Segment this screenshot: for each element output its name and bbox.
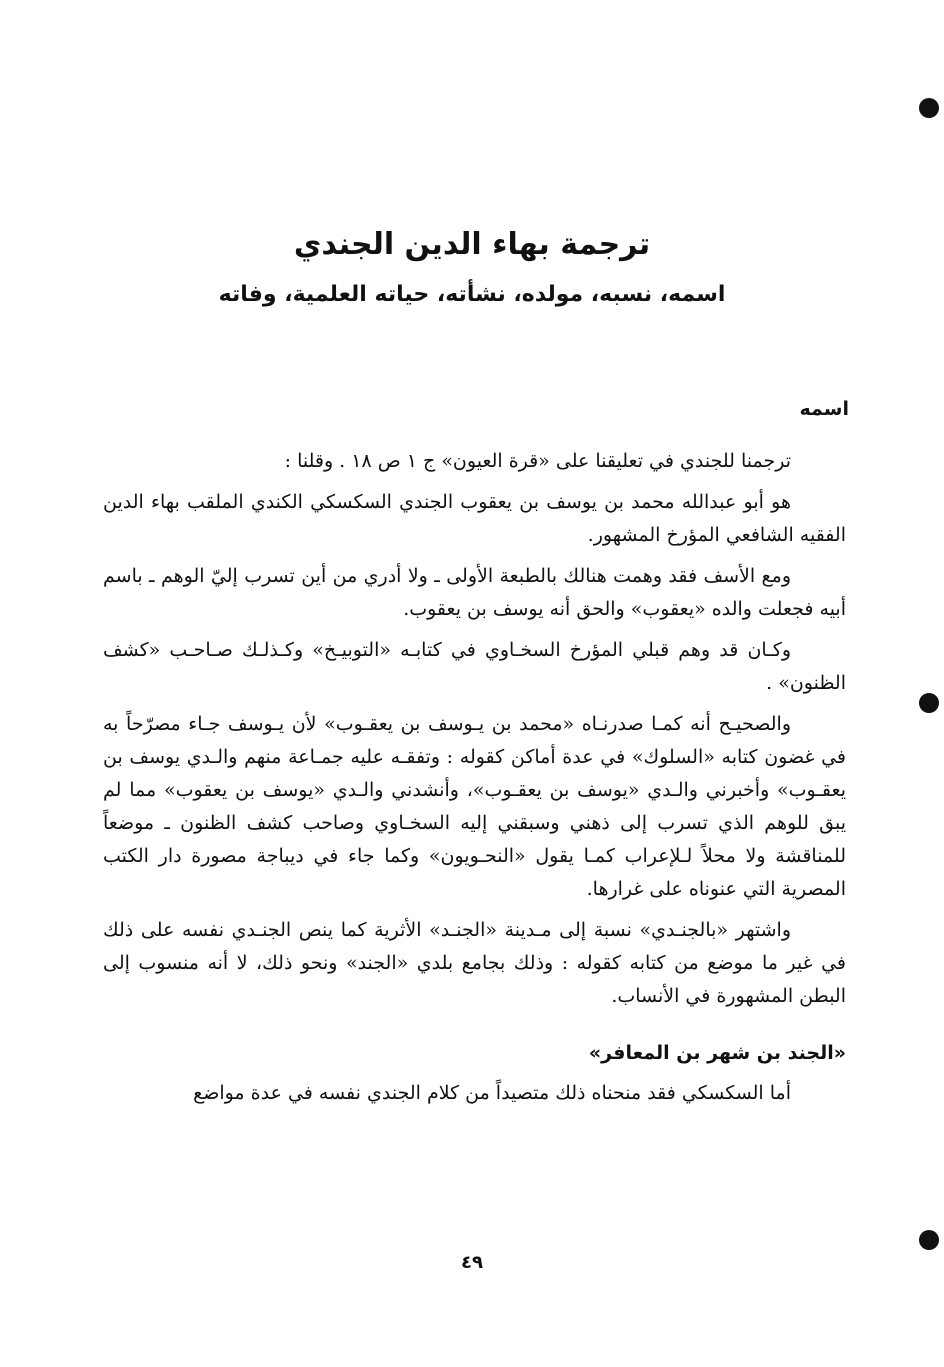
margin-dot: [919, 693, 939, 713]
paragraph: وكـان قد وهم قبلي المؤرخ السخـاوي في كتابـه «التوبيـخ» وكـذلـك صـاحـب «كشف الظنون» .: [103, 639, 846, 694]
margin-dot: [919, 1230, 939, 1250]
paragraph: أما السكسكي فقد منحناه ذلك متصيداً من كلام الجندي نفسه في عدة مواضع: [193, 1082, 791, 1104]
subheading: «الجند بن شهر بن المعافر»: [588, 1042, 846, 1064]
page-number: ٤٩: [461, 1252, 483, 1273]
paragraph: والصحيـح أنه كمـا صدرنـاه «محمد بن يـوسف بن يعقـوب» لأن يـوسف جـاء مصرّحاً به في غضون كتابه «السلوك» في عدة أماكن كقوله : وتفقـه عليه جمـاعة منهم والـدي يوسف بن يعقـوب» وأخبرني والـدي «يوسف بن يعقـوب»، وأنشدني والـدي «يوسف بن يعقوب» مما لم يبق للوهم الذي تسرب إلى ذهني وسبقني إليه السخـاوي وصاحب كشف الظنون ـ موضعاً للمناقشة ولا محلاً لـلإعراب كمـا يقول «النحـويون» وكما جاء في ديباجة مصورة دار الكتب المصرية التي عنوناه على غرارها.: [103, 713, 846, 900]
body-text: [103, 445, 846, 1118]
page-subtitle: اسمه، نسبه، مولده، نشأته، حياته العلمية، وفاته: [218, 282, 726, 307]
paragraph: ترجمنا للجندي في تعليقنا على «قرة العيون» ج ١ ص ١٨ . وقلنا :: [284, 450, 791, 472]
section-heading: اسمه: [799, 398, 849, 420]
paragraph: ومع الأسف فقد وهمت هنالك بالطبعة الأولى ـ ولا أدري من أين تسرب إليّ الوهم ـ باسم أبيه فجعلت والده «يعقوب» والحق أنه يوسف بن يعقوب.: [103, 565, 846, 620]
margin-dot: [919, 98, 939, 118]
page-title: ترجمة بهاء الدين الجندي: [293, 227, 651, 262]
paragraph: واشتهر «بالجنـدي» نسبة إلى مـدينة «الجنـد» الأثرية كما ينص الجنـدي نفسه على ذلك في غير ما موضع من كتابه كقوله : وذلك بجامع بلدي «الجند» ونحو ذلك، لا أنه منسوب إلى البطن المشهورة في الأنساب.: [103, 919, 846, 1007]
paragraph: هو أبو عبدالله محمد بن يوسف بن يعقوب الجندي السكسكي الكندي الملقب بهاء الدين الفقيه الشافعي المؤرخ المشهور.: [103, 491, 846, 546]
